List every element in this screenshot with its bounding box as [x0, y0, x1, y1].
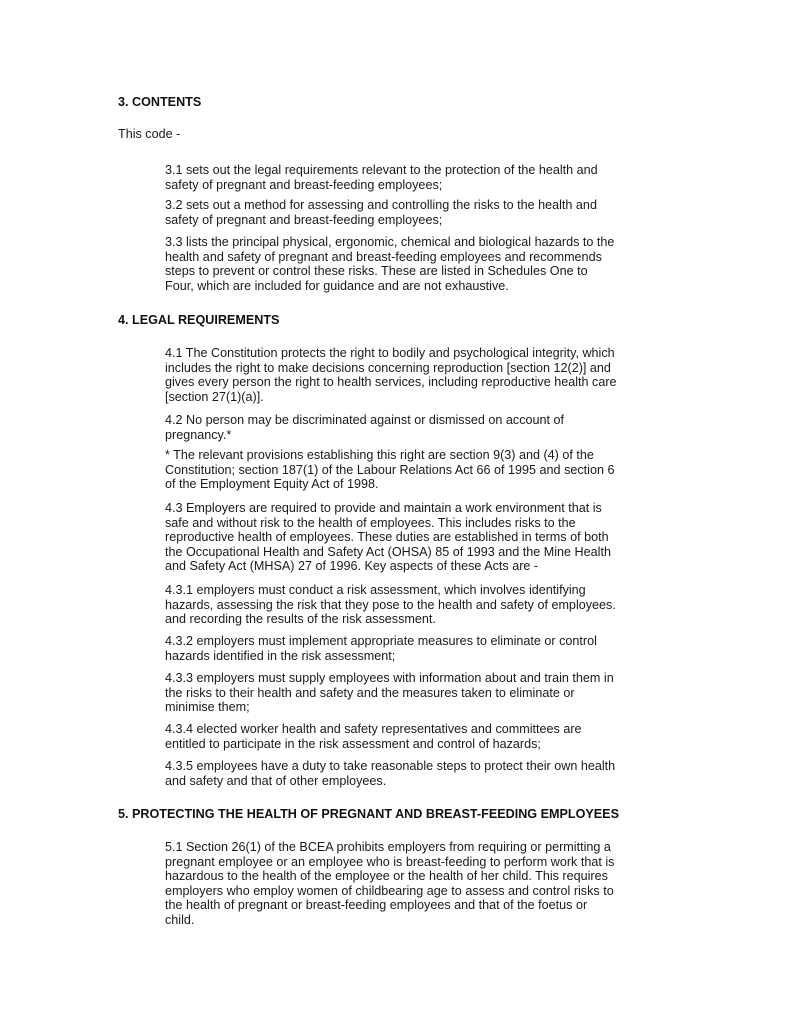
text-line: safety of pregnant and breast-feeding employees; [165, 177, 443, 192]
paragraph-4-3-1 [165, 583, 643, 627]
text-line: 4.2 No person may be discriminated against or dismissed on account of [165, 413, 565, 427]
paragraph-4-2 [165, 413, 643, 442]
paragraph-4-3-3 [165, 671, 643, 715]
paragraph-3-1 [165, 163, 643, 192]
text-line: safe and without risk to the health of employees. This includes risks to the [165, 515, 576, 530]
text-line: includes the right to make decisions concerning reproduction [section 12(2)] and [165, 360, 611, 375]
text-line: Four, which are included for guidance and are not exhaustive. [165, 278, 509, 293]
text-line: 5.1 Section 26(1) of the BCEA prohibits employers from requiring or permitting a [165, 840, 611, 854]
paragraph-5-1 [165, 840, 643, 928]
footnote-paragraph [165, 448, 643, 492]
text-line: 4.3.1 employers must conduct a risk assessment, which involves identifying [165, 583, 586, 597]
text-line: [section 27(1)(a)]. [165, 389, 264, 404]
paragraph-4-3-4 [165, 722, 643, 751]
text-line: 3.3 lists the principal physical, ergonomic, chemical and biological hazards to the [165, 235, 615, 249]
section-heading-legal-requirements: 4. LEGAL REQUIREMENTS [118, 313, 280, 327]
text-line: minimise them; [165, 700, 250, 715]
text-line: entitled to participate in the risk assessment and control of hazards; [165, 736, 541, 751]
text-line: 4.3 Employers are required to provide and maintain a work environment that is [165, 501, 602, 515]
text-line: * The relevant provisions establishing this right are section 9(3) and (4) of the [165, 448, 594, 462]
paragraph-4-3-2 [165, 634, 643, 663]
section-intro: This code - [118, 127, 181, 141]
text-line: Constitution; section 187(1) of the Labour Relations Act 66 of 1995 and section 6 [165, 462, 615, 477]
text-line: reproductive health of employees. These duties are established in terms of both [165, 530, 609, 545]
text-line: pregnancy.* [165, 427, 232, 442]
text-line: hazardous to the health of the employee or the health of her child. This requires [165, 869, 608, 884]
text-line: the Occupational Health and Safety Act (OHSA) 85 of 1993 and the Mine Health [165, 544, 611, 559]
text-line: the health of pregnant or breast-feeding employees and that of the foetus or [165, 898, 588, 913]
section-heading-contents: 3. CONTENTS [118, 95, 202, 109]
text-line: hazards identified in the risk assessment; [165, 648, 396, 663]
text-line: child. [165, 912, 195, 927]
paragraph-4-1 [165, 346, 643, 404]
text-line: and safety and that of other employees. [165, 773, 387, 788]
text-line: pregnant employee or an employee who is breast-feeding to perform work that is [165, 854, 615, 869]
text-line: steps to prevent or control these risks. These are listed in Schedules One to [165, 264, 588, 279]
text-line: 4.3.5 employees have a duty to take reasonable steps to protect their own health [165, 759, 616, 773]
text-line: and recording the results of the risk assessment. [165, 612, 436, 627]
text-line: 3.2 sets out a method for assessing and controlling the risks to the health and [165, 198, 597, 212]
text-line: and Safety Act (MHSA) 27 of 1996. Key aspects of these Acts are - [165, 559, 539, 574]
section-heading-protecting-health: 5. PROTECTING THE HEALTH OF PREGNANT AND BREAST-FEEDING EMPLOYEES [118, 807, 619, 821]
text-line: 4.3.3 employers must supply employees with information about and train them in [165, 671, 614, 685]
text-line: 4.3.2 employers must implement appropriate measures to eliminate or control [165, 634, 597, 648]
text-line: 4.3.4 elected worker health and safety representatives and committees are [165, 722, 582, 736]
paragraph-4-3 [165, 501, 643, 574]
text-line: the risks to their health and safety and the measures taken to eliminate or [165, 685, 575, 700]
text-line: health and safety of pregnant and breast-feeding employees and recommends [165, 249, 602, 264]
paragraph-4-3-5 [165, 759, 643, 788]
text-line: 4.1 The Constitution protects the right to bodily and psychological integrity, which [165, 346, 615, 360]
text-line: employers who employ women of childbearing age to assess and control risks to [165, 883, 614, 898]
paragraph-3-3 [165, 235, 643, 293]
text-line: safety of pregnant and breast-feeding employees; [165, 212, 443, 227]
text-line: 3.1 sets out the legal requirements relevant to the protection of the health and [165, 163, 598, 177]
text-line: hazards, assessing the risk that they pose to the health and safety of employees. [165, 597, 616, 612]
text-line: of the Employment Equity Act of 1998. [165, 477, 379, 492]
paragraph-3-2 [165, 198, 643, 227]
text-line: gives every person the right to health services, including reproductive health care [165, 375, 617, 390]
